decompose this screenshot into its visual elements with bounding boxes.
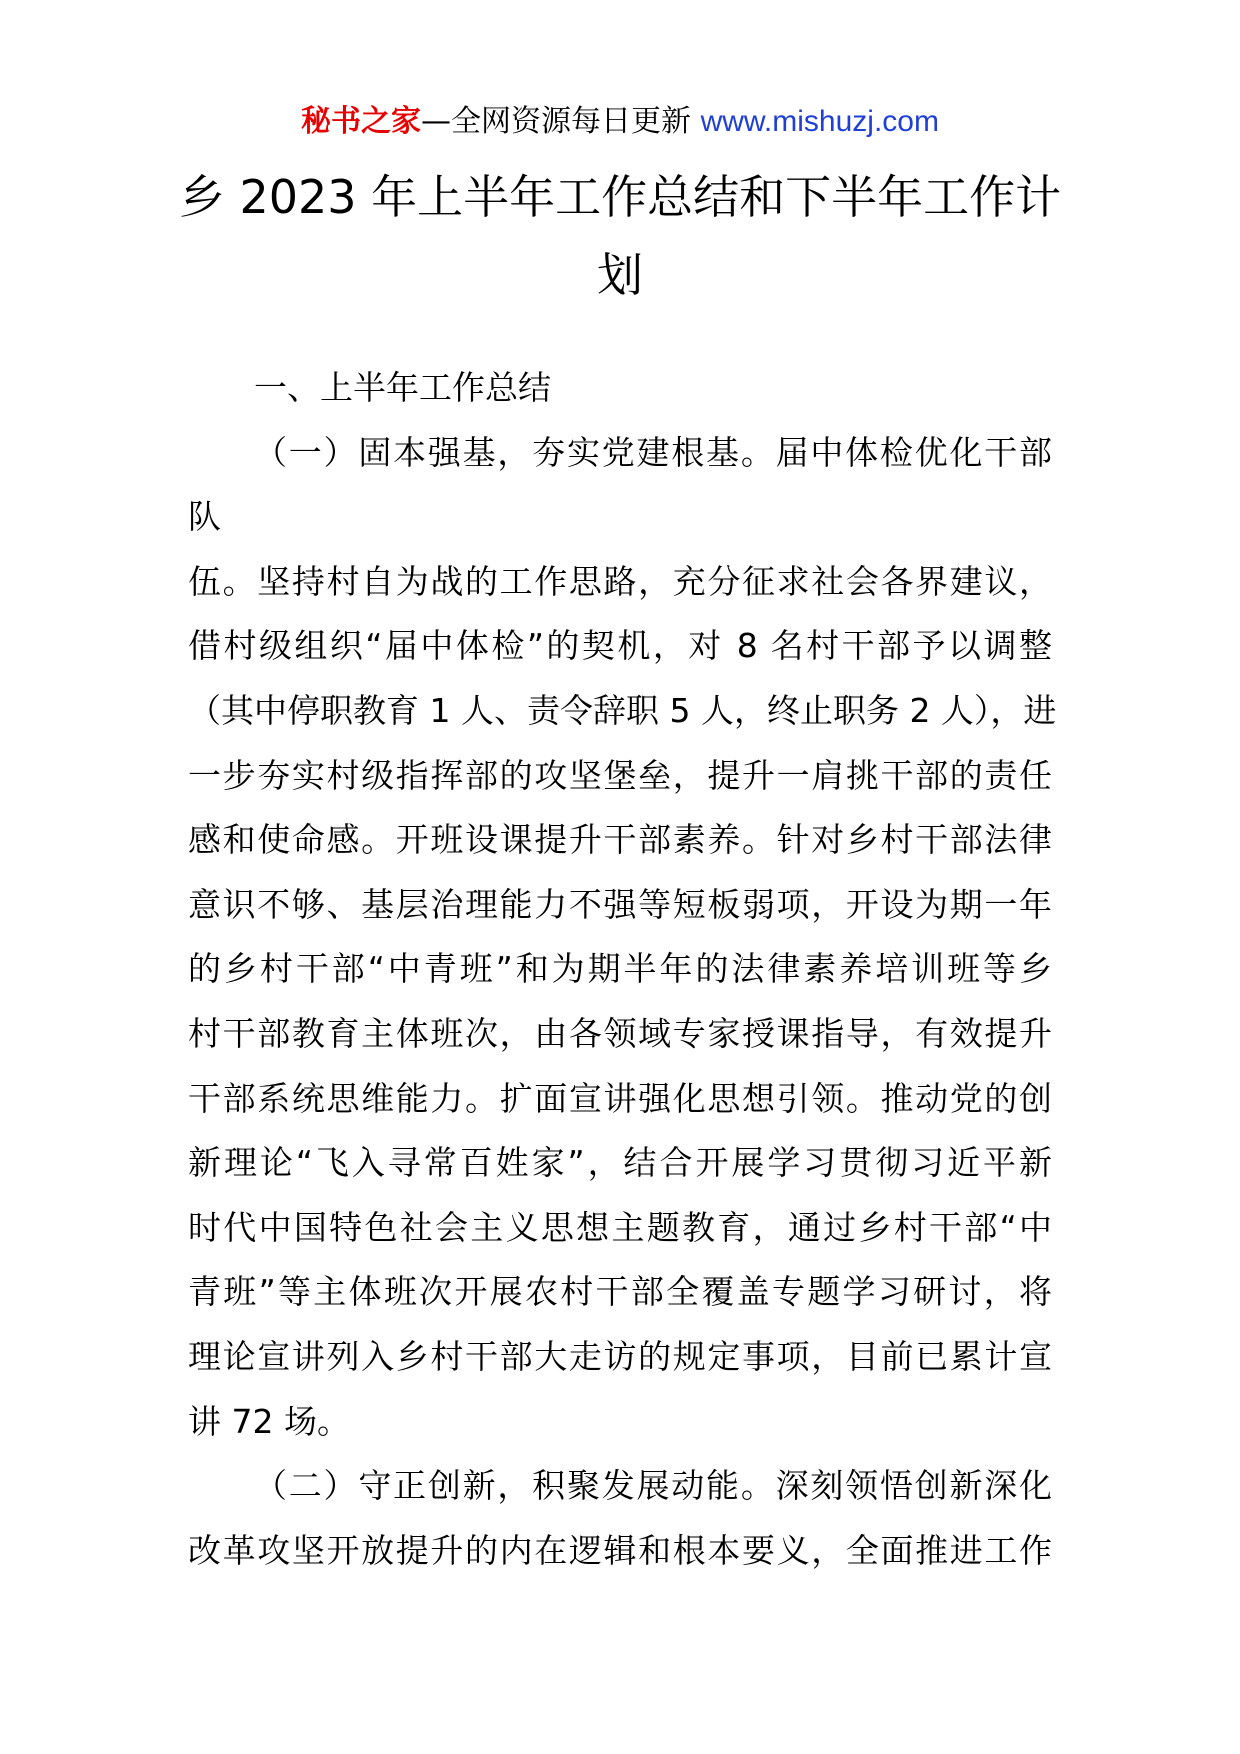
paragraph-line: 队: [188, 497, 221, 537]
brand-name: 秘书之家: [301, 104, 422, 139]
paragraph-line: （一）固本强基，夯实党建根基。届中体检优化干部: [254, 432, 1052, 472]
paragraph-line: 一步夯实村级指挥部的攻坚堡垒，提升一肩挑干部的责任: [188, 755, 1052, 795]
paragraph-line: 讲 72 场。: [188, 1401, 350, 1441]
paragraph-line: 时代中国特色社会主义思想主题教育，通过乡村干部“中: [188, 1207, 1052, 1247]
paragraph-line: 感和使命感。开班设课提升干部素养。针对乡村干部法律: [188, 820, 1052, 860]
document-title: [150, 158, 1090, 314]
site-header: [0, 100, 1240, 144]
paragraph-line: 借村级组织“届中体检”的契机，对 8 名村干部予以调整: [188, 626, 1052, 666]
paragraph-line: 青班”等主体班次开展农村干部全覆盖专题学习研讨，将: [188, 1272, 1052, 1312]
title-line-2: 划: [597, 248, 643, 302]
section-heading: 一、上半年工作总结: [254, 368, 551, 407]
site-url[interactable]: www.mishuzj.com: [700, 105, 939, 138]
paragraph-line: 村干部教育主体班次，由各领域专家授课指导，有效提升: [188, 1013, 1052, 1053]
paragraph-line: （二）守正创新，积聚发展动能。深刻领悟创新深化: [254, 1466, 1052, 1506]
paragraph-line: 改革攻坚开放提升的内在逻辑和根本要义，全面推进工作: [188, 1530, 1052, 1570]
paragraph-line: （其中停职教育 1 人、责令辞职 5 人，终止职务 2 人），进: [188, 690, 1057, 730]
paragraph-line: 新理论“飞入寻常百姓家”，结合开展学习贯彻习近平新: [188, 1143, 1052, 1183]
title-line-1: 乡 2023 年上半年工作总结和下半年工作计: [178, 170, 1062, 224]
document-body: [188, 356, 1057, 1583]
paragraph-line: 的乡村干部“中青班”和为期半年的法律素养培训班等乡: [188, 949, 1052, 989]
paragraph-line: 干部系统思维能力。扩面宣讲强化思想引领。推动党的创: [188, 1078, 1052, 1118]
paragraph-line: 伍。坚持村自为战的工作思路，充分征求社会各界建议，: [188, 561, 1052, 601]
paragraph-line: 意识不够、基层治理能力不强等短板弱项，开设为期一年: [188, 884, 1052, 924]
header-slogan: —全网资源每日更新: [421, 104, 692, 139]
paragraph-line: 理论宣讲列入乡村干部大走访的规定事项，目前已累计宣: [188, 1336, 1052, 1376]
